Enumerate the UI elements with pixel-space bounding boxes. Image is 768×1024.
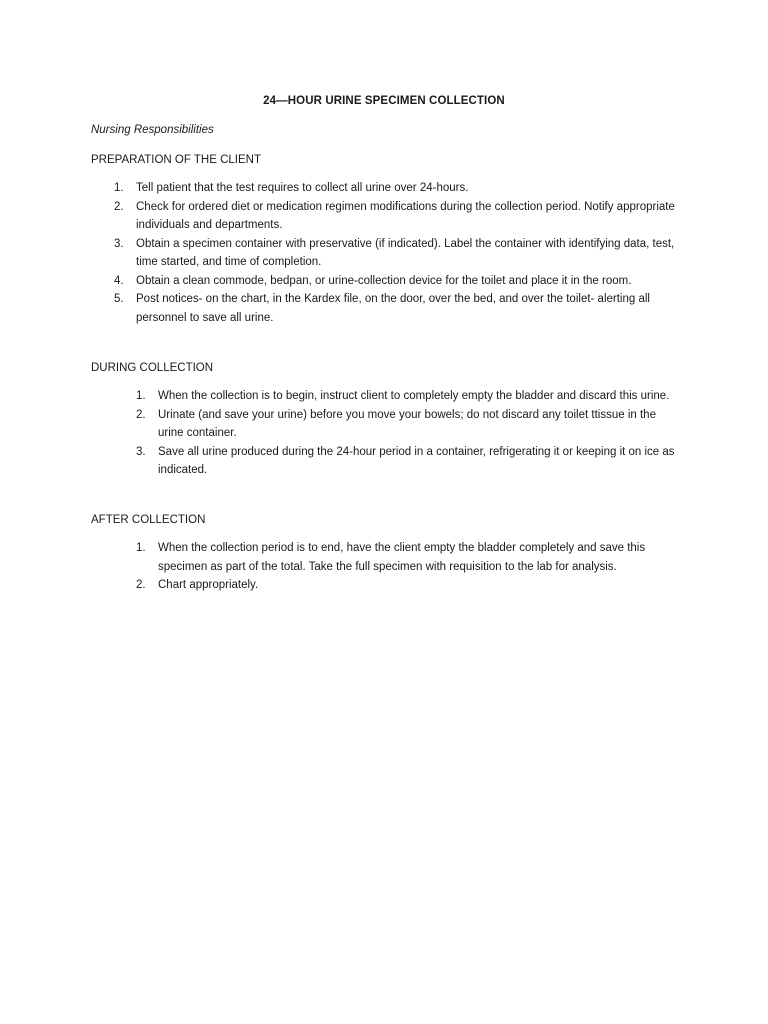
list-item-text: Post notices- on the chart, in the Kardex file, on the door, over the bed, and over the toilet- alerting all personnel to save all urine. (136, 293, 650, 324)
list-item-text: When the collection period is to end, have the client empty the bladder completely and save this specimen as part of the total. Take the full specimen with requisition to the lab for analysis. (158, 542, 646, 573)
list-item (114, 235, 684, 272)
list-item-number: 2. (136, 579, 146, 591)
list-item-number: 2. (136, 408, 146, 421)
list-item-text: Urinate (and save your urine) before you move your bowels; do not discard any toilet ttissue in the urine container. (158, 408, 656, 439)
list-item-number: 4. (114, 274, 124, 287)
list-item-text: Chart appropriately. (158, 579, 259, 591)
preparation-steps-list (114, 179, 684, 327)
list-item-number: 3. (136, 445, 146, 458)
list-item (136, 406, 681, 443)
list-item-number: 3. (114, 237, 124, 250)
section-heading-during-collection: DURING COLLECTION (91, 362, 214, 374)
list-item (114, 179, 684, 198)
list-item-number: 1. (136, 542, 146, 554)
list-item (114, 198, 684, 235)
list-item-text: When the collection is to begin, instruct client to completely empty the bladder and discard this urine. (158, 390, 670, 402)
list-item-number: 1. (114, 182, 124, 194)
list-item (114, 290, 684, 327)
list-item (136, 387, 681, 406)
list-item-text: Obtain a clean commode, bedpan, or urine-collection device for the toilet and place it in the room. (136, 274, 632, 287)
section-heading-after-collection: AFTER COLLECTION (91, 514, 206, 526)
list-item (136, 539, 681, 576)
list-item (136, 576, 681, 595)
list-item-text: Obtain a specimen container with preservative (if indicated). Label the container with identifying data, test, time started, and time of completion. (136, 237, 675, 268)
document-subtitle: Nursing Responsibilities (91, 124, 214, 136)
after-collection-steps-list (136, 539, 681, 595)
list-item (136, 443, 681, 480)
list-item-number: 2. (114, 200, 124, 213)
list-item-text: Save all urine produced during the 24-hour period in a container, refrigerating it or keeping it on ice as indicated. (158, 445, 675, 476)
list-item-text: Check for ordered diet or medication regimen modifications during the collection period. Notify appropriate individuals and departments. (136, 200, 675, 231)
during-collection-steps-list (136, 387, 681, 480)
list-item-number: 5. (114, 293, 124, 305)
list-item-number: 1. (136, 390, 146, 402)
section-heading-preparation: PREPARATION OF THE CLIENT (91, 154, 261, 166)
list-item (114, 272, 684, 291)
document-title: 24—HOUR URINE SPECIMEN COLLECTION (263, 95, 505, 107)
list-item-text: Tell patient that the test requires to collect all urine over 24-hours. (136, 182, 469, 194)
